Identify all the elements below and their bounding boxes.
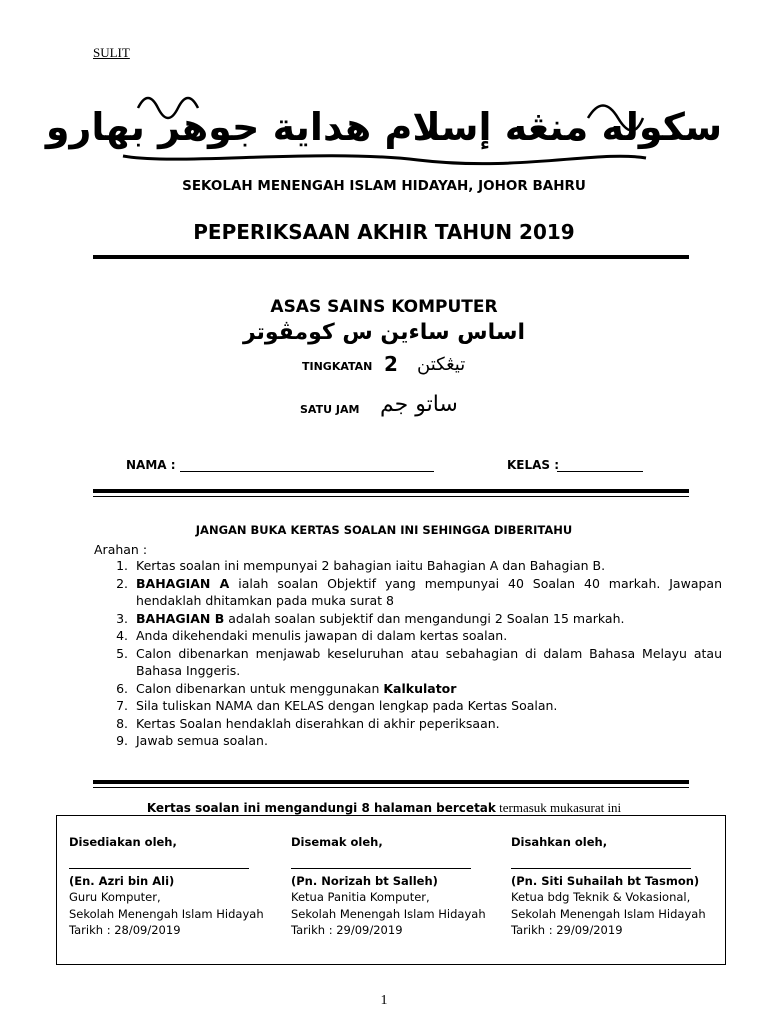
signature-line (291, 868, 471, 869)
list-item: 6. Calon dibenarkan untuk menggunakan Kalkulator (132, 680, 722, 698)
school-name: SEKOLAH MENENGAH ISLAM HIDAYAH, JOHOR BAHRU (182, 178, 586, 194)
name-field[interactable] (180, 471, 434, 472)
signatory-name: (Pn. Siti Suhailah bt Tasmon) (511, 873, 700, 888)
duration-label-jawi: ساتو جم (380, 392, 458, 417)
sulit-label: SULIT (93, 45, 130, 60)
list-item: 4. Anda dikehendaki menulis jawapan di dalam kertas soalan. (132, 627, 722, 645)
signature-line (511, 868, 691, 869)
signatory-name: (Pn. Norizah bt Salleh) (291, 873, 438, 888)
signature-heading: Disediakan oleh, (69, 835, 177, 849)
signature-line (69, 868, 249, 869)
signature-date: Tarikh : 28/09/2019 (69, 923, 181, 937)
signature-date: Tarikh : 29/09/2019 (511, 923, 623, 937)
page-number: 1 (380, 993, 388, 1008)
signature-prepared (69, 834, 264, 939)
signatory-role: Ketua bdg Teknik & Vokasional, (511, 890, 691, 904)
name-label: NAMA : (126, 458, 176, 472)
level-number: 2 (384, 352, 398, 376)
list-item: 8. Kertas Soalan hendaklah diserahkan di akhir peperiksaan. (132, 715, 722, 733)
divider-upper-thin (93, 496, 689, 497)
signatory-name: (En. Azri bin Ali) (69, 873, 175, 888)
school-calligraphy-logo (45, 78, 723, 170)
subject-title: ASAS SAINS KOMPUTER (270, 297, 498, 317)
divider-lower-thick (93, 780, 689, 784)
class-field[interactable] (557, 471, 643, 472)
exam-title: PEPERIKSAAN AKHIR TAHUN 2019 (193, 220, 575, 244)
signature-heading: Disemak oleh, (291, 835, 383, 849)
level-label-jawi: تيڠكتن (417, 354, 466, 375)
subject-title-jawi: اساس ساءين س كومڤوتر (242, 320, 526, 345)
divider-top (93, 255, 689, 259)
instructions-list (94, 557, 722, 750)
signature-date: Tarikh : 29/09/2019 (291, 923, 403, 937)
list-item: 2. BAHAGIAN A ialah soalan Objektif yang mempunyai 40 Soalan 40 markah. Jawapan hendaklah dhitamkan pada muka surat 8 (132, 575, 722, 610)
signatory-org: Sekolah Menengah Islam Hidayah (69, 906, 264, 921)
signature-checked (291, 834, 486, 939)
signatory-role: Ketua Panitia Komputer, (291, 890, 430, 904)
list-item: 1. Kertas soalan ini mempunyai 2 bahagian iaitu Bahagian A dan Bahagian B. (132, 557, 722, 575)
list-item: 3. BAHAGIAN B adalah soalan subjektif dan mengandungi 2 Soalan 15 markah. (132, 610, 722, 628)
divider-upper-thick (93, 489, 689, 493)
signature-heading: Disahkan oleh, (511, 835, 608, 849)
list-item: 5. Calon dibenarkan menjawab keseluruhan atau sebahagian di dalam Bahasa Melayu atau Bahasa Inggeris. (132, 645, 722, 680)
signatory-role: Guru Komputer, (69, 890, 161, 904)
list-item: 9. Jawab semua soalan. (132, 732, 722, 750)
signature-approved (511, 834, 706, 939)
class-label: KELAS : (507, 458, 560, 472)
level-label: TINGKATAN (302, 360, 373, 373)
page-count-note: Kertas soalan ini mengandungi 8 halaman bercetak termasuk mukasurat ini (146, 800, 622, 815)
list-item: 7. Sila tuliskan NAMA dan KELAS dengan lengkap pada Kertas Soalan. (132, 697, 722, 715)
duration-label: SATU JAM (300, 403, 360, 416)
signatory-org: Sekolah Menengah Islam Hidayah (511, 906, 706, 921)
signatory-org: Sekolah Menengah Islam Hidayah (291, 906, 486, 921)
instructions-heading: Arahan : (94, 542, 148, 557)
signature-box (56, 815, 726, 965)
warning-text: JANGAN BUKA KERTAS SOALAN INI SEHINGGA DIBERITAHU (195, 523, 573, 537)
svg-text:سكوله منڠه إسلام هداية جوهر به: سكوله منڠه إسلام هداية جوهر بهارو (45, 105, 723, 149)
divider-lower-thin (93, 787, 689, 788)
